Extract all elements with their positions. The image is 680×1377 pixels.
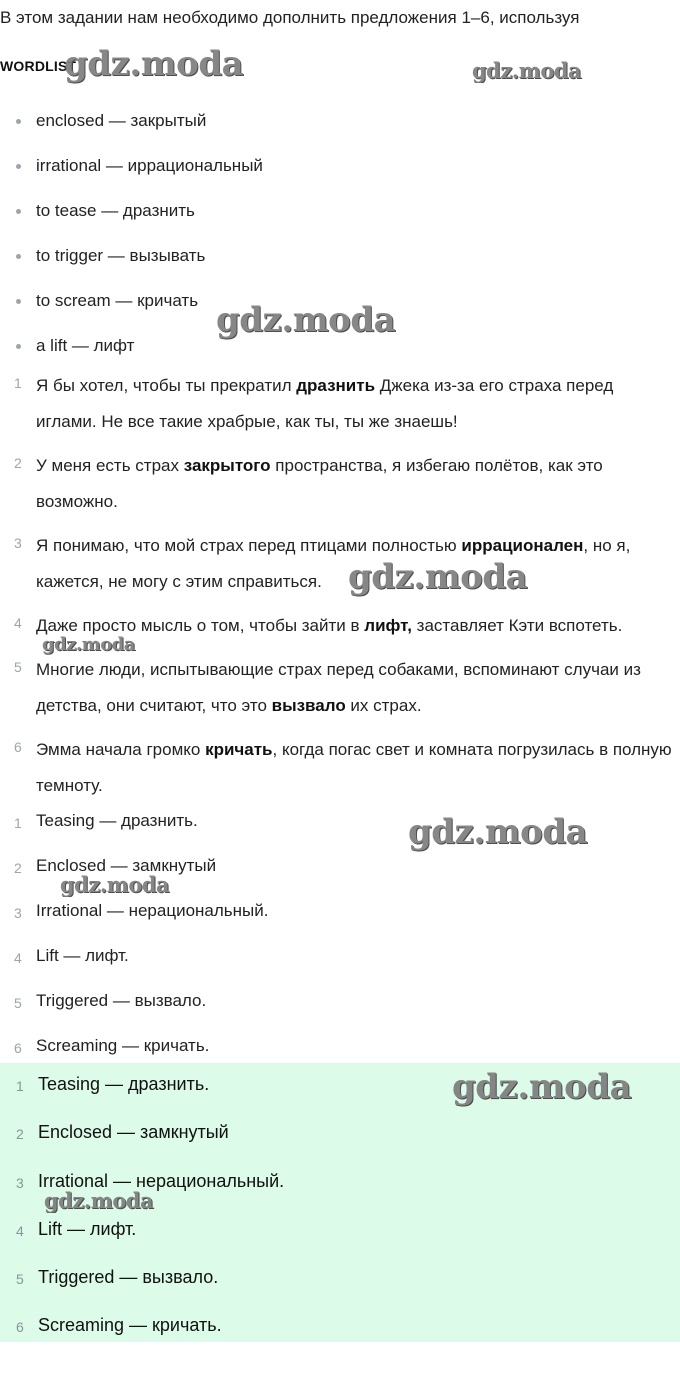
watermark-logo: gdz.moda	[408, 812, 588, 852]
item-number: 1	[14, 815, 22, 831]
bullet-icon	[16, 299, 21, 304]
answer-text: Screaming — кричать.	[36, 1036, 210, 1055]
wordlist-item-text: to tease — дразнить	[36, 201, 195, 220]
watermark-logo: gdz.moda	[348, 557, 528, 597]
highlighted-answer-item	[0, 1216, 284, 1264]
answer-word: закрытого	[183, 456, 271, 475]
highlighted-answer-list	[0, 1071, 284, 1361]
sentence-text: Даже просто мысль о том, чтобы зайти в лифт, заставляет Кэти вспотеть.	[36, 616, 623, 635]
sentence-item	[0, 652, 676, 724]
bullet-icon	[16, 254, 21, 259]
answer-word: лифт,	[364, 616, 412, 635]
bullet-icon	[16, 119, 21, 124]
wordlist-item-text: enclosed — закрытый	[36, 111, 207, 130]
sentence-text: Я понимаю, что мой страх перед птицами полностью иррационален, но я, кажется, не могу с этим справиться.	[36, 536, 631, 591]
answer-item	[0, 943, 676, 988]
sentence-text: Многие люди, испытывающие страх перед собаками, вспоминают случаи из детства, они считают, что это вызвало их страх.	[36, 660, 641, 715]
wordlist-item	[0, 243, 263, 288]
item-number: 4	[14, 950, 22, 966]
item-number: 4	[14, 615, 22, 631]
answer-text: Teasing — дразнить.	[38, 1074, 210, 1094]
sentence-item	[0, 732, 676, 804]
answer-text: Screaming — кричать.	[38, 1315, 222, 1336]
item-number: 3	[14, 535, 22, 551]
answer-word: вызвало	[271, 696, 346, 715]
item-number: 6	[16, 1319, 24, 1336]
sentence-item	[0, 448, 676, 520]
watermark-logo: gdz.moda	[216, 300, 396, 340]
wordlist-item	[0, 108, 263, 153]
wordlist-item-text: to trigger — вызывать	[36, 246, 206, 265]
answer-text: Irrational — нерациональный.	[36, 901, 269, 920]
watermark-logo: gdz.moda	[60, 872, 170, 897]
answer-item	[0, 898, 676, 943]
answer-text: Lift — лифт.	[38, 1218, 137, 1239]
item-number: 3	[14, 905, 22, 921]
item-number: 2	[16, 1126, 24, 1143]
sentence-item	[0, 368, 676, 440]
highlighted-answer-item	[0, 1119, 284, 1167]
watermark-logo: gdz.moda	[64, 44, 244, 84]
sentence-list	[0, 368, 676, 812]
sentence-text: Я бы хотел, чтобы ты прекратил дразнить Джека из-за его страха перед иглами. Не все такие храбрые, как ты, ты же знаешь!	[36, 376, 614, 431]
answer-word: дразнить	[296, 376, 376, 395]
watermark-logo: gdz.moda	[452, 1067, 632, 1107]
item-number: 1	[14, 375, 22, 391]
wordlist-item-text: irrational — иррациональный	[36, 156, 263, 175]
intro-text: В этом задании нам необходимо дополнить предложения 1–6, используя	[0, 8, 580, 27]
answer-text: Enclosed — замкнутый	[38, 1122, 229, 1143]
watermark-logo: gdz.moda	[44, 1188, 154, 1213]
watermark-logo: gdz.moda	[472, 58, 582, 83]
answer-text: Enclosed — замкнутый	[36, 856, 217, 875]
wordlist-label: WORDLIST	[0, 58, 77, 74]
sentence-text: У меня есть страх закрытого пространства, я избегаю полётов, как это возможно.	[36, 456, 603, 511]
answer-word: иррационален	[461, 536, 584, 555]
item-number: 2	[14, 860, 22, 876]
bullet-icon	[16, 209, 21, 214]
item-number: 6	[14, 739, 22, 755]
highlighted-answer-item	[0, 1264, 284, 1312]
answer-text: Irrational — нерациональный.	[38, 1170, 285, 1191]
watermark-logo: gdz.moda	[42, 634, 135, 655]
item-number: 3	[16, 1174, 24, 1191]
wordlist-item-text: a lift — лифт	[36, 336, 135, 355]
wordlist-item-text: to scream — кричать	[36, 291, 199, 310]
bullet-icon	[16, 164, 21, 169]
answer-text: Triggered — вызвало.	[36, 991, 207, 1010]
item-number: 5	[16, 1271, 24, 1288]
answer-text: Triggered — вызвало.	[38, 1267, 219, 1288]
bullet-icon	[16, 344, 21, 349]
item-number: 2	[14, 455, 22, 471]
wordlist-item	[0, 198, 263, 243]
item-number: 5	[14, 659, 22, 675]
item-number: 1	[16, 1078, 24, 1094]
highlighted-answer-item	[0, 1071, 284, 1119]
sentence-text: Эмма начала громко кричать, когда погас свет и комната погрузилась в полную темноту.	[36, 740, 672, 795]
wordlist-item	[0, 153, 263, 198]
item-number: 6	[14, 1040, 22, 1056]
item-number: 5	[14, 995, 22, 1011]
highlighted-answer-item	[0, 1312, 284, 1360]
answer-item	[0, 988, 676, 1033]
sentence-item	[0, 528, 676, 600]
answer-text: Lift — лифт.	[36, 946, 129, 965]
item-number: 4	[16, 1222, 24, 1239]
answer-text: Teasing — дразнить.	[36, 811, 198, 830]
answer-word: кричать	[205, 740, 273, 759]
